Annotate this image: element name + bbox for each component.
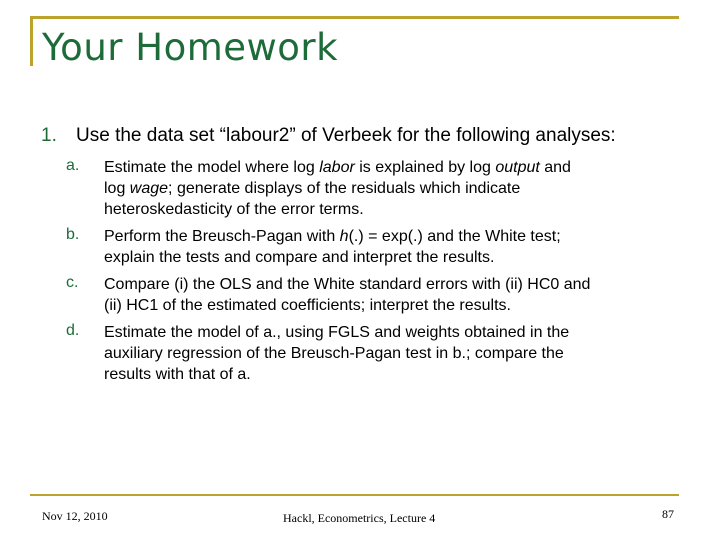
italic-term: output — [495, 159, 540, 176]
subitem-line: Compare (i) the OLS and the White standard errors with (ii) HC0 and — [104, 276, 591, 293]
bottom-rule — [30, 494, 679, 496]
subitem-text-a — [104, 157, 664, 220]
subitem-line: results with that of a. — [104, 366, 251, 383]
subitem-text-b — [104, 226, 664, 268]
subitem-letter-a: a. — [66, 157, 80, 174]
left-rule — [30, 16, 33, 66]
item-text: Use the data set “labour2” of Verbeek for the following analyses: — [76, 125, 616, 146]
subitem-line: explain the tests and compare and interpret the results. — [104, 249, 495, 266]
footer-center: Hackl, Econometrics, Lecture 4 — [283, 511, 436, 525]
subitem-line: Estimate the model of a., using FGLS and weights obtained in the — [104, 324, 570, 341]
subitem-line: (ii) HC1 of the estimated coefficients; interpret the results. — [104, 297, 511, 314]
top-rule — [30, 16, 679, 19]
subitem-line: log wage; generate displays of the residuals which indicate — [104, 180, 521, 197]
subitem-letter-b: b. — [66, 226, 80, 243]
page-number: 87 — [662, 507, 674, 521]
item-number: 1. — [41, 125, 57, 146]
italic-term: h — [339, 228, 349, 245]
subitem-line: Estimate the model where log labor is explained by log output and — [104, 159, 571, 176]
subitem-letter-c: c. — [66, 274, 79, 291]
subitem-text-d — [104, 322, 664, 385]
italic-term: wage — [129, 180, 169, 197]
subitem-letter-d: d. — [66, 322, 80, 339]
subitem-line: Perform the Breusch-Pagan with h(.) = exp(.) and the White test; — [104, 228, 561, 245]
slide-title: Your Homework — [42, 26, 339, 69]
footer-date: Nov 12, 2010 — [42, 509, 108, 523]
subitem-line: heteroskedasticity of the error terms. — [104, 201, 364, 218]
italic-term: labor — [319, 159, 355, 176]
subitem-line: auxiliary regression of the Breusch-Pagan test in b.; compare the — [104, 345, 564, 362]
subitem-text-c — [104, 274, 664, 316]
